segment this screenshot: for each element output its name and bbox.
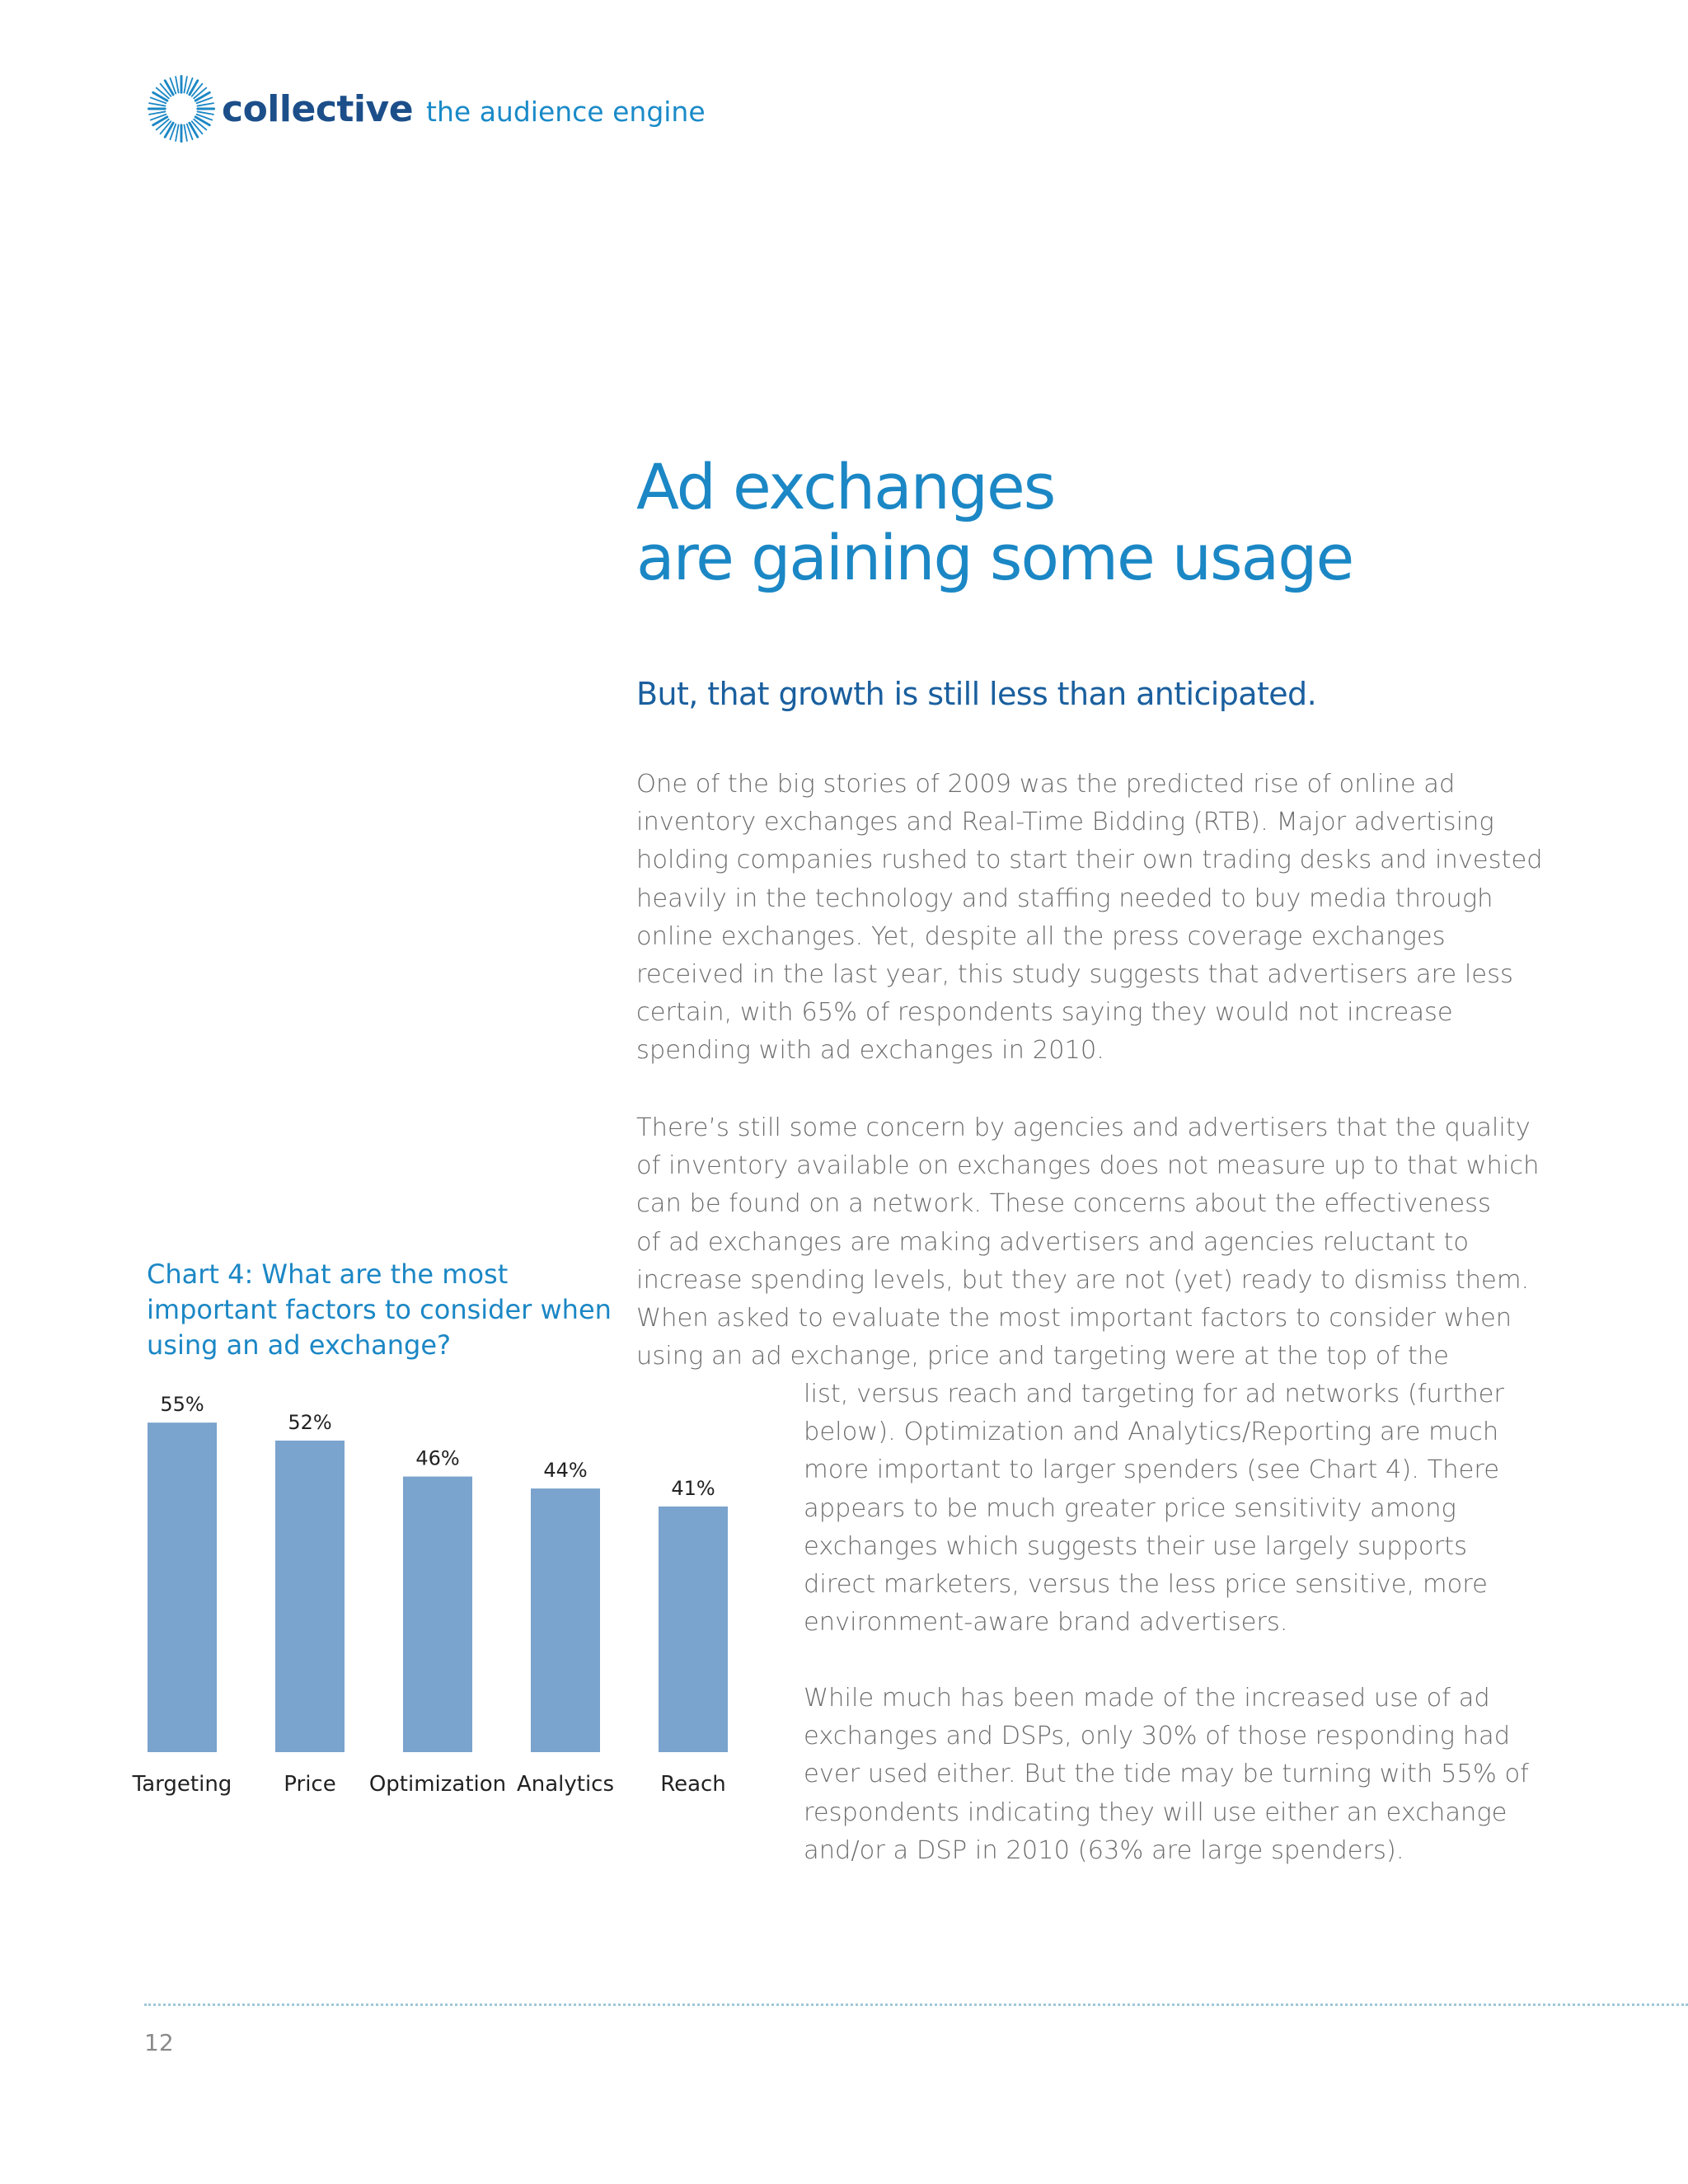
paragraph-line: and/or a DSP in 2010 (63% are large spenders).	[804, 1835, 1404, 1865]
bar-value-label: 46%	[415, 1446, 460, 1470]
chart-title-line: Chart 4: What are the most	[147, 1258, 509, 1290]
paragraph-line: increase spending levels, but they are not (yet) ready to dismiss them.	[636, 1265, 1530, 1295]
x-tick-label: Optimization	[368, 1772, 507, 1797]
paragraph-line: exchanges which suggests their use largely supports	[804, 1531, 1467, 1561]
bar-value-label: 41%	[671, 1476, 715, 1500]
paragraph-line: heavily in the technology and staffing needed to buy media through	[636, 883, 1493, 913]
bar-optimization	[403, 1477, 472, 1752]
paragraph-line: While much has been made of the increased use of ad	[804, 1684, 1490, 1713]
page-title-line: Ad exchanges	[636, 450, 1055, 523]
paragraph-line: received in the last year, this study suggests that advertisers are less	[636, 960, 1513, 990]
x-tick-label: Targeting	[132, 1772, 232, 1797]
paragraph-line: appears to be much greater price sensitivity among	[804, 1493, 1456, 1523]
x-tick-label: Reach	[660, 1772, 726, 1797]
paragraph-line: spending with ad exchanges in 2010.	[636, 1036, 1104, 1066]
paragraph-2-continued	[804, 1376, 1504, 1642]
page-number: 12	[144, 2029, 174, 2056]
paragraph-line: ever used either. But the tide may be turning with 55% of	[804, 1760, 1529, 1789]
bar-value-label: 52%	[288, 1410, 332, 1434]
chart-title	[147, 1257, 612, 1363]
paragraph-line: exchanges and DSPs, only 30% of those responding had	[804, 1722, 1511, 1751]
paragraph-line: One of the big stories of 2009 was the predicted rise of online ad	[636, 770, 1456, 799]
paragraph-1	[636, 766, 1543, 1071]
paragraph-line: of ad exchanges are making advertisers and agencies reluctant to	[636, 1227, 1470, 1257]
paragraph-line: using an ad exchange, price and targeting were at the top of the	[636, 1342, 1449, 1371]
bar-chart	[124, 1385, 750, 1830]
paragraph-line: direct marketers, versus the less price sensitive, more	[804, 1570, 1488, 1600]
paragraph-line: online exchanges. Yet, despite all the press coverage exchanges	[636, 921, 1446, 951]
paragraph-line: When asked to evaluate the most important factors to consider when	[636, 1304, 1512, 1333]
logo-burst-icon	[144, 72, 218, 146]
paragraph-line: of inventory available on exchanges does not measure up to that which	[636, 1151, 1540, 1181]
chart-title-line: important factors to consider when	[147, 1294, 612, 1325]
paragraph-3	[804, 1680, 1529, 1870]
paragraph-line: There’s still some concern by agencies and advertisers that the quality	[636, 1113, 1531, 1142]
paragraph-line: inventory exchanges and Real-Time Bidding (RTB). Major advertising	[636, 808, 1494, 837]
paragraph-line: environment-aware brand advertisers.	[804, 1608, 1288, 1638]
logo	[144, 68, 706, 150]
paragraph-line: list, versus reach and targeting for ad networks (further	[804, 1380, 1504, 1408]
paragraph-line: can be found on a network. These concerns about the effectiveness	[636, 1189, 1491, 1219]
bar-value-label: 55%	[160, 1393, 204, 1417]
bar-targeting	[148, 1422, 217, 1752]
brand-name: collective	[222, 87, 414, 130]
brand-tagline: the audience engine	[426, 95, 706, 128]
chart-title-line: using an ad exchange?	[147, 1329, 452, 1361]
paragraph-line: certain, with 65% of respondents saying they would not increase	[636, 998, 1453, 1028]
bar-value-label: 44%	[543, 1459, 588, 1483]
bar-price	[275, 1441, 345, 1752]
paragraph-line: respondents indicating they will use either an exchange	[804, 1797, 1507, 1827]
page-title	[636, 452, 1353, 593]
bar-analytics	[531, 1488, 600, 1752]
paragraph-line: below). Optimization and Analytics/Reporting are much	[804, 1418, 1499, 1447]
paragraph-line: holding companies rushed to start their own trading desks and invested	[636, 846, 1543, 875]
page-title-line: are gaining some usage	[636, 521, 1353, 594]
footer-divider	[144, 2004, 1688, 2006]
bar-reach	[659, 1507, 728, 1752]
paragraph-2	[636, 1109, 1539, 1376]
x-tick-label: Analytics	[516, 1772, 615, 1797]
page-subtitle: But, that growth is still less than anticipated.	[636, 676, 1317, 712]
x-tick-label: Price	[284, 1772, 336, 1797]
paragraph-line: more important to larger spenders (see Chart 4). There	[804, 1455, 1500, 1485]
